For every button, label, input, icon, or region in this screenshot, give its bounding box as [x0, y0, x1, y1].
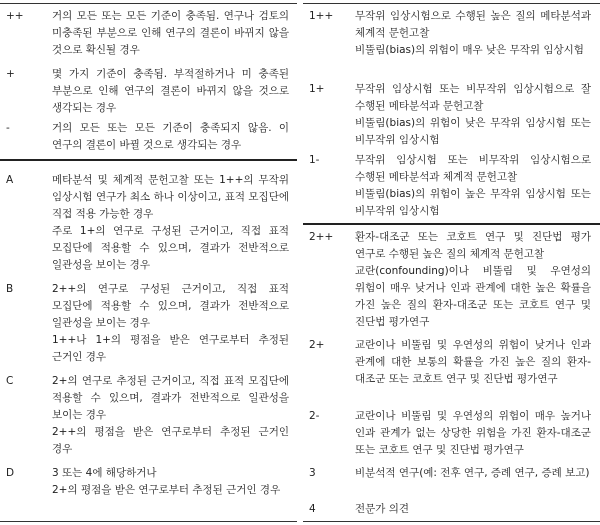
row-code: + — [6, 68, 15, 80]
row-description: 몇 가지 기준이 충족됨. 부적절하거나 미 충족된 부분으로 인해 연구의 결론이 바뀌지 않을 것으로 생각되는 경우 — [52, 68, 289, 114]
table-bottom-rule — [303, 521, 600, 522]
row-code: 1+ — [309, 83, 325, 95]
table-top-rule — [0, 3, 297, 4]
section-divider — [0, 159, 297, 161]
row-code: 2++ — [309, 231, 334, 243]
row-description: 2+의 연구로 추정된 근거이고, 직접 표적 모집단에 적용할 수 있으며, 결과가 전반적으로 일관성을 보이는 경우 2++의 평점을 받은 연구로부터 추정된 근거인 경우 — [52, 375, 289, 455]
row-code: 1- — [309, 154, 320, 166]
row-description: 메타분석 및 체계적 문헌고찰 또는 1++의 무작위 임상시험 연구가 최소 하나 이상이고, 표적 모집단에 직접 적용 가능한 경우 주로 1+의 연구로 구성된 근거이고, 직접 표적 모집단에 적용할 수 있으며, 결과가 전반적으로 일관성을 보이는 경우 — [52, 174, 289, 271]
quality-and-grade-table — [0, 0, 297, 525]
row-description: 무작위 임상시험 또는 비무작위 임상시험으로 잘 수행된 메타분석과 문헌고찰 비뚤림(bias)의 위험이 낮은 무작위 임상시험 또는 비무작위 임상시험 — [355, 83, 591, 146]
row-code: 3 — [309, 467, 316, 479]
row-code: 4 — [309, 503, 316, 515]
row-description: 교란이나 비뚤림 및 우연성의 위험이 낮거나 인과 관계에 대한 보통의 확률을 가진 높은 질의 환자-대조군 또는 코호트 연구 및 진단법 평가연구 — [355, 339, 591, 385]
row-code: D — [6, 467, 15, 479]
row-description: 거의 모든 또는 모든 기준이 충족됨. 연구나 검토의 미충족된 부분으로 인해 연구의 결론이 바뀌지 않을 것으로 확신될 경우 — [52, 10, 289, 56]
row-description: 무작위 임상시험으로 수행된 높은 질의 메타분석과 체계적 문헌고찰 비뚤림(bias)의 위험이 매우 낮은 무작위 임상시험 — [355, 10, 591, 56]
row-code: ++ — [6, 10, 24, 22]
row-description: 2++의 연구로 구성된 근거이고, 직접 표적 모집단에 적용할 수 있으며, 결과가 전반적으로 일관성을 보이는 경우 1++나 1+의 평점을 받은 연구로부터 추정된 근거인 경우 — [52, 283, 289, 363]
row-code: C — [6, 375, 14, 387]
row-description: 거의 모든 또는 모든 기준이 충족되지 않음. 이 연구의 결론이 바뀔 것으로 생각되는 경우 — [52, 122, 289, 151]
section-divider — [303, 223, 600, 225]
row-description: 환자-대조군 또는 코호트 연구 및 진단법 평가 연구로 수행된 높은 질의 체계적 문헌고찰 교란(confounding)이나 비뚤림 및 우연성의 위험이 매우 낮거나 인과 관계에 대한 높은 확률을 가진 높은 질의 환자-대조군 또는 코호트 연구 및 진단법 평가연구 — [355, 231, 591, 328]
row-code: 1++ — [309, 10, 334, 22]
row-code: A — [6, 174, 14, 186]
row-description: 무작위 임상시험 또는 비무작위 임상시험으로 수행된 메타분석과 체계적 문헌고찰 비뚤림(bias)의 위험이 높은 무작위 임상시험 또는 비무작위 임상시험 — [355, 154, 591, 217]
row-code: B — [6, 283, 14, 295]
table-top-rule — [303, 3, 600, 4]
row-description: 3 또는 4에 해당하거나 2+의 평점을 받은 연구로부터 추정된 근거인 경우 — [52, 467, 281, 496]
row-code: 2- — [309, 410, 320, 422]
row-description: 전문가 의견 — [355, 503, 410, 515]
row-code: 2+ — [309, 339, 325, 351]
evidence-level-table — [303, 0, 600, 525]
row-description: 비분석적 연구(예: 전후 연구, 증례 연구, 증례 보고) — [355, 467, 590, 479]
table-bottom-rule — [0, 521, 297, 522]
row-description: 교란이나 비뚤림 및 우연성의 위험이 매우 높거나 인과 관계가 없는 상당한 위험을 가진 환자-대조군 또는 코호트 연구 및 진단법 평가연구 — [355, 410, 591, 456]
row-code: - — [6, 122, 10, 134]
